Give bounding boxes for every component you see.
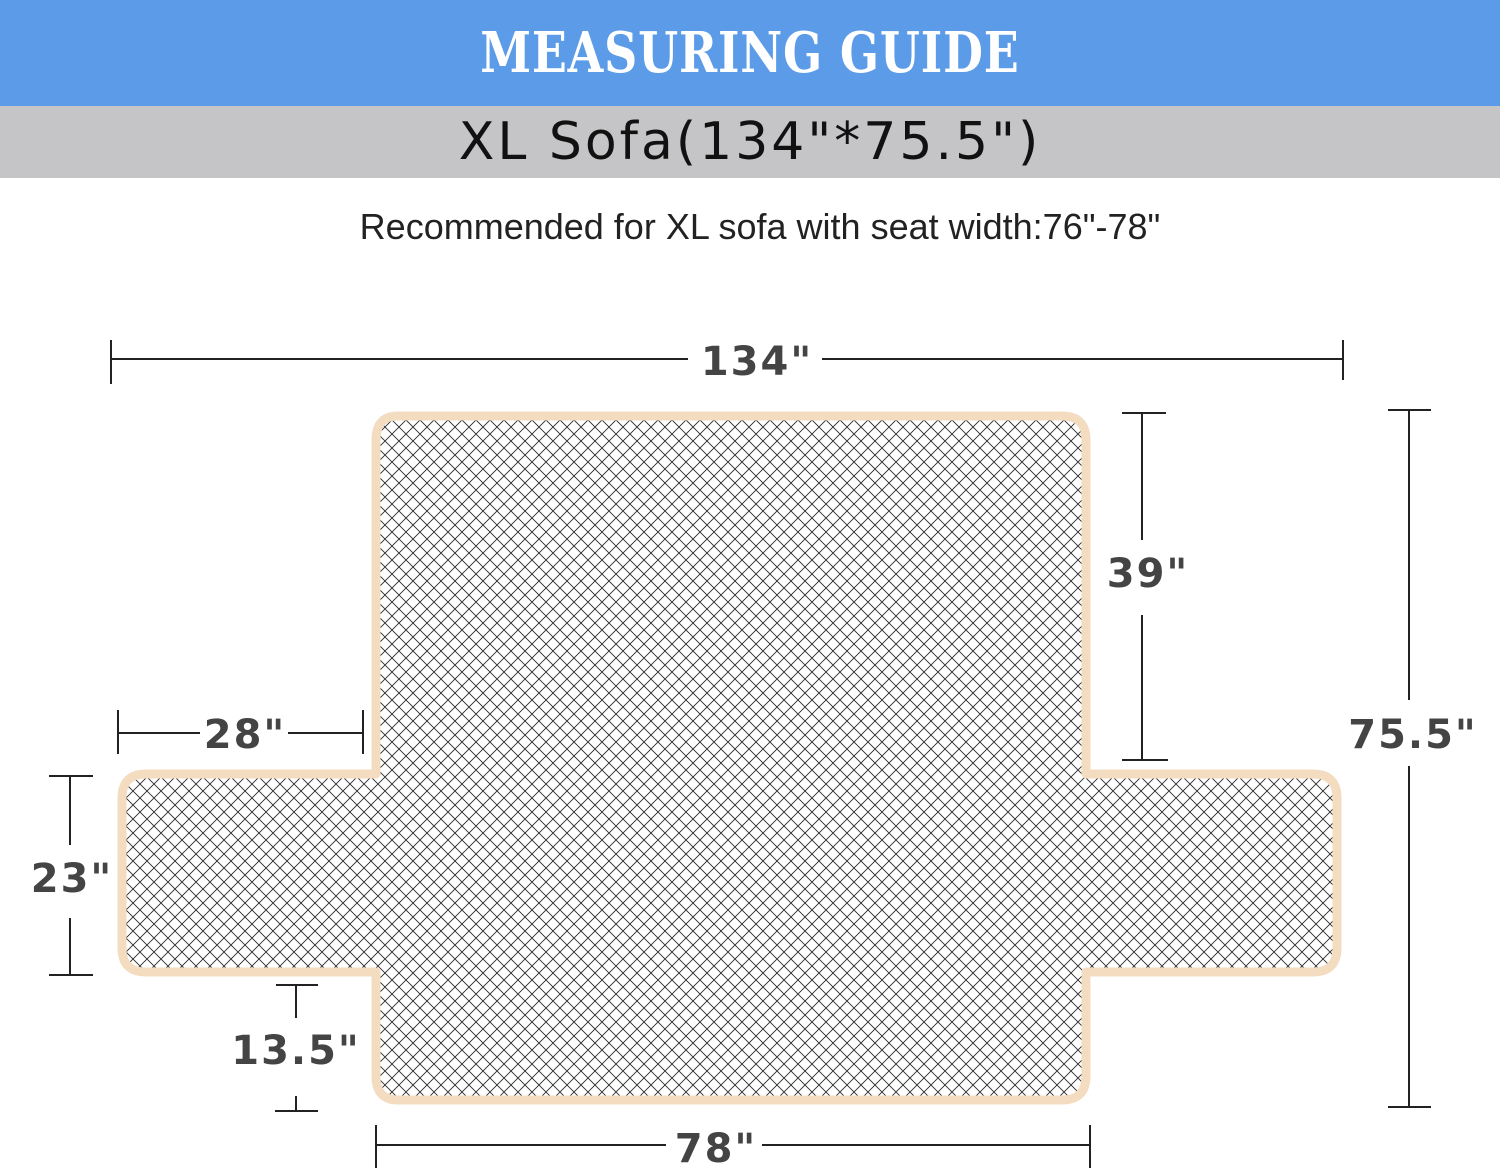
- size-label: XL Sofa(134"*75.5"): [458, 112, 1042, 172]
- total-width-label: 134": [700, 339, 814, 385]
- sofa-cover-shape: [122, 416, 1337, 1100]
- page-title: MEASURING GUIDE: [480, 20, 1020, 86]
- arm-height-label: 23": [30, 856, 114, 902]
- total-height-label: 75.5": [1348, 712, 1478, 758]
- recommendation-text: Recommended for XL sofa with seat width:76"-78": [359, 206, 1161, 247]
- arm-width-label: 28": [203, 712, 287, 758]
- seat-width-label: 78": [674, 1126, 758, 1170]
- arm-drop-label: 13.5": [231, 1028, 361, 1074]
- back-height-label: 39": [1106, 551, 1190, 597]
- total-height-dimension: [1388, 410, 1431, 1107]
